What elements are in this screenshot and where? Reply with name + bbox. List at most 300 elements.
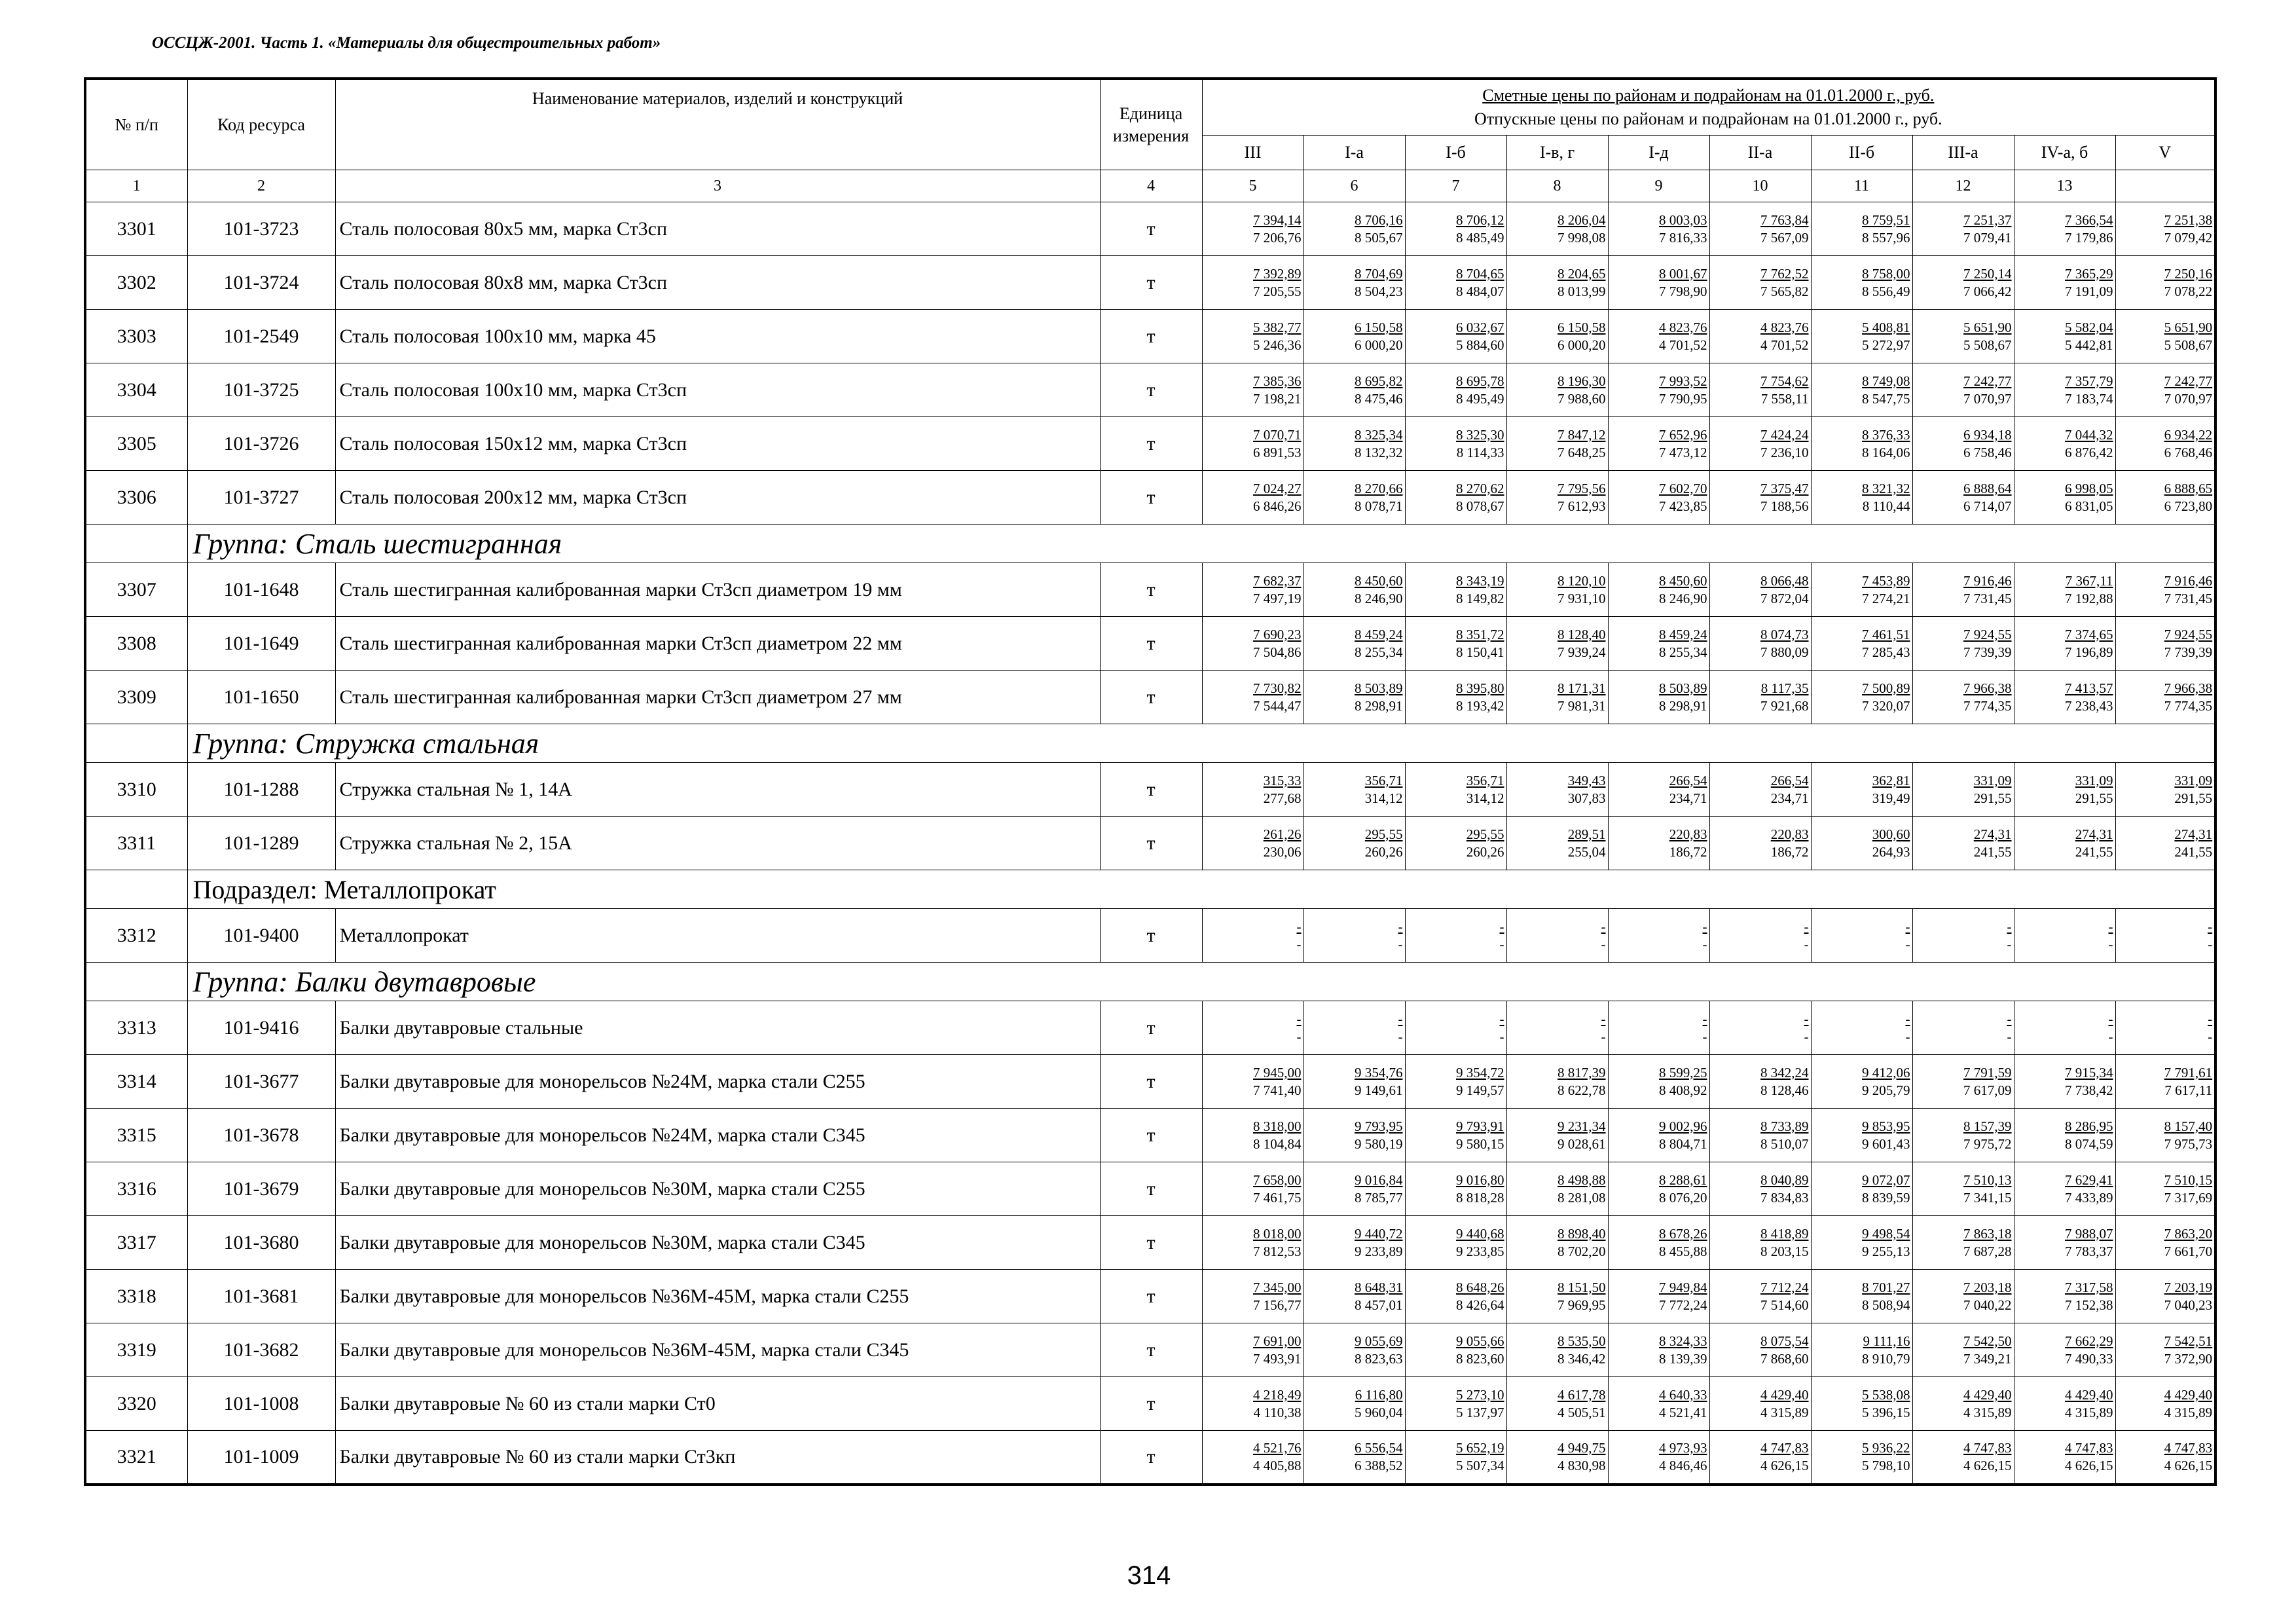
release-price: 8 078,71: [1355, 498, 1403, 514]
price-cell: [1811, 1270, 1912, 1323]
group-title: Группа: Стружка стальная: [187, 724, 2215, 763]
release-price: 7 544,47: [1253, 697, 1302, 714]
estimate-price: 8 040,89: [1760, 1172, 1809, 1188]
price-cell: [2115, 417, 2215, 471]
price-cell: [1303, 310, 1405, 363]
estimate-price: 7 602,70: [1659, 480, 1707, 496]
price-cell: [1811, 1323, 1912, 1377]
estimate-price: 7 658,00: [1253, 1172, 1302, 1188]
price-cell: [1405, 563, 1506, 617]
resource-code: 101-1649: [187, 617, 335, 671]
release-price: 8 804,71: [1659, 1135, 1707, 1152]
price-cell: [1202, 563, 1303, 617]
estimate-price: 5 652,19: [1456, 1439, 1504, 1456]
release-price: 9 233,89: [1355, 1243, 1403, 1259]
price-cell: [1811, 256, 1912, 310]
material-name: Сталь полосовая 100х10 мм, марка 45: [335, 310, 1100, 363]
row-number: 3316: [85, 1162, 187, 1216]
estimate-price: 4 747,83: [2164, 1439, 2213, 1456]
estimate-price: 8 817,39: [1558, 1064, 1606, 1080]
release-price: 186,72: [1669, 843, 1707, 860]
release-price: 5 507,34: [1456, 1457, 1504, 1473]
release-price: 8 839,59: [1862, 1189, 1910, 1206]
estimate-price: 6 150,58: [1355, 319, 1403, 335]
release-price: 7 504,86: [1253, 644, 1302, 660]
release-price: 5 272,97: [1862, 337, 1910, 353]
material-name: Балки двутавровые для монорельсов №30М, марка стали С345: [335, 1216, 1100, 1270]
release-price: -: [1905, 1028, 1910, 1044]
release-price: 8 128,46: [1760, 1082, 1809, 1098]
price-cell: [1608, 1431, 1709, 1485]
resource-code: 101-3723: [187, 202, 335, 256]
estimate-price: 7 203,19: [2164, 1279, 2213, 1295]
estimate-price: 8 117,35: [1760, 680, 1809, 696]
price-cell: [2115, 1431, 2215, 1485]
price-cell: [1303, 1323, 1405, 1377]
subsection-heading-row: [85, 870, 2215, 909]
estimate-price: 7 070,71: [1253, 426, 1302, 443]
price-cell: [2115, 1055, 2215, 1109]
unit-of-measure: т: [1100, 817, 1202, 870]
estimate-price: 8 128,40: [1558, 626, 1606, 642]
col-header-no: № п/п: [85, 79, 187, 170]
row-number: 3304: [85, 363, 187, 417]
price-cell: [1303, 1162, 1405, 1216]
price-cell: [1709, 1162, 1811, 1216]
release-price: 6 876,42: [2065, 444, 2113, 460]
price-cell: [1202, 1377, 1303, 1431]
estimate-price: 356,71: [1466, 772, 1504, 788]
price-cell: [1709, 1431, 1811, 1485]
release-price: 6 758,46: [1963, 444, 2012, 460]
estimate-price: 7 424,24: [1760, 426, 1809, 443]
material-name: Сталь полосовая 80х8 мм, марка Ст3сп: [335, 256, 1100, 310]
estimate-price: 7 795,56: [1558, 480, 1606, 496]
price-cell: [1608, 1377, 1709, 1431]
estimate-price: 8 450,60: [1659, 572, 1707, 589]
price-cell: [1405, 1055, 1506, 1109]
group-title: Группа: Балки двутавровые: [187, 963, 2215, 1001]
table-row: [85, 310, 2215, 363]
release-price: 7 998,08: [1558, 229, 1606, 246]
release-price: 7 066,42: [1963, 283, 2012, 299]
price-cell: [1608, 1323, 1709, 1377]
release-price: 7 070,97: [2164, 390, 2213, 407]
estimate-price: 295,55: [1364, 826, 1403, 842]
release-price: -: [1702, 1028, 1707, 1044]
estimate-price: 8 535,50: [1558, 1333, 1606, 1349]
release-price: 264,93: [1872, 843, 1910, 860]
resource-code: 101-2549: [187, 310, 335, 363]
price-cell: [1405, 310, 1506, 363]
release-price: 8 823,63: [1355, 1350, 1403, 1367]
estimate-price: 8 157,40: [2164, 1118, 2213, 1134]
price-cell: [1709, 1323, 1811, 1377]
estimate-price: 7 250,16: [2164, 265, 2213, 282]
estimate-price: 4 429,40: [1760, 1386, 1809, 1403]
estimate-price: 8 321,32: [1862, 480, 1910, 496]
estimate-price: 356,71: [1364, 772, 1403, 788]
price-cell: [2115, 1270, 2215, 1323]
estimate-price: 7 242,77: [1963, 373, 2012, 389]
estimate-price: 8 066,48: [1760, 572, 1809, 589]
table-row: [85, 563, 2215, 617]
material-name: Стружка стальная № 1, 14А: [335, 763, 1100, 817]
unit-of-measure: т: [1100, 1431, 1202, 1485]
price-cell: [2115, 671, 2215, 724]
price-cell: [1608, 310, 1709, 363]
material-name: Сталь полосовая 200х12 мм, марка Ст3сп: [335, 471, 1100, 525]
price-cell: [1303, 1270, 1405, 1323]
release-price: 7 372,90: [2164, 1350, 2213, 1367]
price-cell: [1405, 763, 1506, 817]
price-cell: [1912, 1323, 2014, 1377]
release-price: 8 457,01: [1355, 1297, 1403, 1313]
release-price: 7 741,40: [1253, 1082, 1302, 1098]
unit-of-measure: т: [1100, 1055, 1202, 1109]
release-price: 8 785,77: [1355, 1189, 1403, 1206]
release-price: 6 768,46: [2164, 444, 2213, 460]
resource-code: 101-3680: [187, 1216, 335, 1270]
estimate-price: 7 024,27: [1253, 480, 1302, 496]
estimate-price: -: [1804, 918, 1809, 934]
price-cell: [1811, 1001, 1912, 1055]
estimate-price: -: [1499, 918, 1504, 934]
region-header: I-в, г: [1506, 136, 1608, 170]
region-header: I-а: [1303, 136, 1405, 170]
estimate-price: 8 270,62: [1456, 480, 1504, 496]
release-price: -: [1499, 1028, 1504, 1044]
price-cell: [1709, 1216, 1811, 1270]
material-name: Сталь полосовая 150х12 мм, марка Ст3сп: [335, 417, 1100, 471]
price-cell: [1811, 617, 1912, 671]
release-price: 7 183,74: [2065, 390, 2113, 407]
release-price: 9 205,79: [1862, 1082, 1910, 1098]
estimate-price: 8 450,60: [1355, 572, 1403, 589]
price-cell: [1709, 617, 1811, 671]
estimate-price: -: [2208, 918, 2213, 934]
release-price: 7 349,21: [1963, 1350, 2012, 1367]
price-cell: [2014, 671, 2115, 724]
estimate-price: 295,55: [1466, 826, 1504, 842]
estimate-price: 4 747,83: [2065, 1439, 2113, 1456]
release-price: 7 156,77: [1253, 1297, 1302, 1313]
release-price: 7 834,83: [1760, 1189, 1809, 1206]
material-name: Сталь шестигранная калиброванная марки Ст3сп диаметром 27 мм: [335, 671, 1100, 724]
table-row: [85, 817, 2215, 870]
release-price: 5 508,67: [2164, 337, 2213, 353]
price-cell: [1202, 471, 1303, 525]
group-heading-row: [85, 963, 2215, 1001]
region-header: V: [2115, 136, 2215, 170]
col-header-name: Наименование материалов, изделий и конструкций: [335, 79, 1100, 170]
release-price: 5 396,15: [1862, 1404, 1910, 1420]
release-price: 4 830,98: [1558, 1457, 1606, 1473]
estimate-price: 8 704,65: [1456, 265, 1504, 282]
material-name: Балки двутавровые для монорельсов №30М, марка стали С255: [335, 1162, 1100, 1216]
estimate-price: 8 325,30: [1456, 426, 1504, 443]
price-cell: [1912, 817, 2014, 870]
row-number: 3314: [85, 1055, 187, 1109]
price-cell: [1405, 817, 1506, 870]
release-price: 9 149,57: [1456, 1082, 1504, 1098]
estimate-price: 5 936,22: [1862, 1439, 1910, 1456]
release-price: 8 508,94: [1862, 1297, 1910, 1313]
unit-of-measure: т: [1100, 1001, 1202, 1055]
estimate-price: 7 863,18: [1963, 1225, 2012, 1242]
price-cell: [2014, 817, 2115, 870]
price-cell: [2115, 256, 2215, 310]
price-cell: [1912, 417, 2014, 471]
release-price: 4 315,89: [1963, 1404, 2012, 1420]
estimate-price: -: [1296, 1010, 1302, 1027]
price-cell: [1303, 1109, 1405, 1162]
page-number: 314: [1127, 1561, 1171, 1590]
release-price: 8 910,79: [1862, 1350, 1910, 1367]
estimate-price: 8 648,31: [1355, 1279, 1403, 1295]
row-number: 3305: [85, 417, 187, 471]
release-price: 9 580,19: [1355, 1135, 1403, 1152]
estimate-price: 4 823,76: [1659, 319, 1707, 335]
price-cell: [1405, 256, 1506, 310]
estimate-price: 5 651,90: [1963, 319, 2012, 335]
release-price: 7 070,97: [1963, 390, 2012, 407]
unit-of-measure: т: [1100, 1162, 1202, 1216]
estimate-price: 6 150,58: [1558, 319, 1606, 335]
estimate-price: 8 648,26: [1456, 1279, 1504, 1295]
estimate-price: 7 924,55: [1963, 626, 2012, 642]
release-price: 7 774,35: [2164, 697, 2213, 714]
price-cell: [1912, 563, 2014, 617]
release-price: 5 246,36: [1253, 337, 1302, 353]
estimate-price: 9 354,76: [1355, 1064, 1403, 1080]
price-table: [84, 77, 2217, 1486]
release-price: 4 315,89: [1760, 1404, 1809, 1420]
row-number: 3312: [85, 909, 187, 963]
table-row: [85, 256, 2215, 310]
price-cell: [1405, 1001, 1506, 1055]
price-cell: [2115, 563, 2215, 617]
resource-code: 101-1650: [187, 671, 335, 724]
estimate-price: 5 538,08: [1862, 1386, 1910, 1403]
price-cell: [1202, 417, 1303, 471]
price-cell: [1709, 363, 1811, 417]
resource-code: 101-3724: [187, 256, 335, 310]
release-price: -: [1398, 936, 1403, 952]
estimate-price: 7 682,37: [1253, 572, 1302, 589]
table-row: [85, 363, 2215, 417]
release-price: 8 702,20: [1558, 1243, 1606, 1259]
price-cell: [1811, 202, 1912, 256]
column-number: 8: [1506, 170, 1608, 202]
table-row: [85, 617, 2215, 671]
release-price: 9 233,85: [1456, 1243, 1504, 1259]
price-cell: [1912, 671, 2014, 724]
price-cell: [2014, 1109, 2115, 1162]
price-cell: [1202, 817, 1303, 870]
release-price: 291,55: [2075, 790, 2113, 806]
estimate-price: 4 429,40: [2164, 1386, 2213, 1403]
release-price: 186,72: [1770, 843, 1809, 860]
release-price: 8 110,44: [1862, 498, 1910, 514]
table-head: [85, 79, 2215, 202]
release-price: 319,49: [1872, 790, 1910, 806]
release-price: -: [1296, 936, 1302, 952]
estimate-price: 8 120,10: [1558, 572, 1606, 589]
price-cell: [1608, 1109, 1709, 1162]
release-price: 8 150,41: [1456, 644, 1504, 660]
material-name: Балки двутавровые для монорельсов №36М-45М, марка стали С255: [335, 1270, 1100, 1323]
price-cell: [1202, 909, 1303, 963]
price-cell: [2115, 1377, 2215, 1431]
estimate-price: 331,09: [1973, 772, 2012, 788]
column-number: 11: [1811, 170, 1912, 202]
release-price: 7 939,24: [1558, 644, 1606, 660]
price-cell: [2014, 909, 2115, 963]
price-cell: [1202, 671, 1303, 724]
estimate-price: 7 510,15: [2164, 1172, 2213, 1188]
release-price: -: [1398, 1028, 1403, 1044]
price-cell: [1303, 417, 1405, 471]
release-price: 8 246,90: [1355, 590, 1403, 606]
table-row: [85, 1431, 2215, 1485]
release-price: -: [1601, 1028, 1606, 1044]
release-price: 6 846,26: [1253, 498, 1302, 514]
release-price: 291,55: [1973, 790, 2012, 806]
price-cell: [1506, 363, 1608, 417]
price-cell: [2115, 202, 2215, 256]
price-cell: [1506, 1055, 1608, 1109]
release-price: 7 731,45: [1963, 590, 2012, 606]
material-name: Балки двутавровые для монорельсов №24М, марка стали С345: [335, 1109, 1100, 1162]
release-price: 7 731,45: [2164, 590, 2213, 606]
estimate-price: 7 251,37: [1963, 212, 2012, 228]
price-cell: [1405, 202, 1506, 256]
estimate-price: 4 521,76: [1253, 1439, 1302, 1456]
estimate-price: 6 998,05: [2065, 480, 2113, 496]
price-cell: [1303, 617, 1405, 671]
release-price: 7 205,55: [1253, 283, 1302, 299]
release-price: 7 473,12: [1659, 444, 1707, 460]
estimate-price: 8 706,12: [1456, 212, 1504, 228]
price-cell: [1202, 310, 1303, 363]
release-price: 8 074,59: [2065, 1135, 2113, 1152]
estimate-price: 7 945,00: [1253, 1064, 1302, 1080]
release-price: 7 493,91: [1253, 1350, 1302, 1367]
estimate-price: 274,31: [2075, 826, 2113, 842]
price-cell: [1506, 909, 1608, 963]
estimate-price: -: [1702, 1010, 1707, 1027]
estimate-price: 7 949,84: [1659, 1279, 1707, 1295]
price-cell: [1912, 1109, 2014, 1162]
table-row: [85, 471, 2215, 525]
estimate-price: 8 343,19: [1456, 572, 1504, 589]
region-header: II-а: [1709, 136, 1811, 170]
unit-of-measure: т: [1100, 363, 1202, 417]
price-cell: [1811, 363, 1912, 417]
release-price: 6 000,20: [1558, 337, 1606, 353]
price-cell: [1405, 671, 1506, 724]
release-price: 8 557,96: [1862, 229, 1910, 246]
release-price: 260,26: [1466, 843, 1504, 860]
table-row: [85, 1270, 2215, 1323]
estimate-price: -: [2208, 1010, 2213, 1027]
estimate-price: 7 542,51: [2164, 1333, 2213, 1349]
release-price: 8 255,34: [1355, 644, 1403, 660]
release-price: 9 149,61: [1355, 1082, 1403, 1098]
price-cell: [1912, 1162, 2014, 1216]
price-cell: [1506, 1431, 1608, 1485]
region-header: II-б: [1811, 136, 1912, 170]
release-price: 291,55: [2174, 790, 2213, 806]
release-price: 7 739,39: [1963, 644, 2012, 660]
release-price: 8 139,39: [1659, 1350, 1707, 1367]
price-cell: [1506, 1162, 1608, 1216]
release-price: -: [1804, 936, 1809, 952]
row-number: 3318: [85, 1270, 187, 1323]
release-price: 7 783,37: [2065, 1243, 2113, 1259]
estimate-price: 4 823,76: [1760, 319, 1809, 335]
estimate-price: 8 701,27: [1862, 1279, 1910, 1295]
estimate-price: 7 762,52: [1760, 265, 1809, 282]
release-price: -: [2007, 1028, 2012, 1044]
release-price: 7 988,60: [1558, 390, 1606, 407]
estimate-price: 7 242,77: [2164, 373, 2213, 389]
price-cell: [2115, 909, 2215, 963]
unit-of-measure: т: [1100, 671, 1202, 724]
release-price: 7 772,24: [1659, 1297, 1707, 1313]
estimate-price: 4 429,40: [2065, 1386, 2113, 1403]
price-cell: [1709, 310, 1811, 363]
release-price: 5 960,04: [1355, 1404, 1403, 1420]
resource-code: 101-1648: [187, 563, 335, 617]
row-number: 3310: [85, 763, 187, 817]
release-price: 7 423,85: [1659, 498, 1707, 514]
table-row: [85, 1162, 2215, 1216]
release-price: 7 567,09: [1760, 229, 1809, 246]
estimate-price: 8 759,51: [1862, 212, 1910, 228]
release-price: 7 079,42: [2164, 229, 2213, 246]
price-cell: [2014, 1001, 2115, 1055]
empty-cell: [85, 525, 187, 563]
price-cell: [1506, 256, 1608, 310]
price-cell: [1608, 563, 1709, 617]
estimate-price: 9 055,69: [1355, 1333, 1403, 1349]
price-cell: [1912, 363, 2014, 417]
price-cell: [1303, 202, 1405, 256]
material-name: Стружка стальная № 2, 15А: [335, 817, 1100, 870]
release-price: 7 931,10: [1558, 590, 1606, 606]
release-price: 8 076,20: [1659, 1189, 1707, 1206]
estimate-price: 7 345,00: [1253, 1279, 1302, 1295]
estimate-price: -: [2108, 1010, 2113, 1027]
estimate-price: 274,31: [2174, 826, 2213, 842]
row-number: 3309: [85, 671, 187, 724]
estimate-price: 8 342,24: [1760, 1064, 1809, 1080]
price-cell: [1506, 1001, 1608, 1055]
estimate-price: 8 001,67: [1659, 265, 1707, 282]
price-cell: [1202, 1323, 1303, 1377]
col-header-code: Код ресурса: [187, 79, 335, 170]
row-number: 3302: [85, 256, 187, 310]
estimate-price: 6 032,67: [1456, 319, 1504, 335]
release-price: -: [2108, 936, 2113, 952]
release-price: 4 846,46: [1659, 1457, 1707, 1473]
estimate-price: -: [2108, 918, 2113, 934]
estimate-price: 7 993,52: [1659, 373, 1707, 389]
estimate-price: 7 203,18: [1963, 1279, 2012, 1295]
unit-of-measure: т: [1100, 763, 1202, 817]
